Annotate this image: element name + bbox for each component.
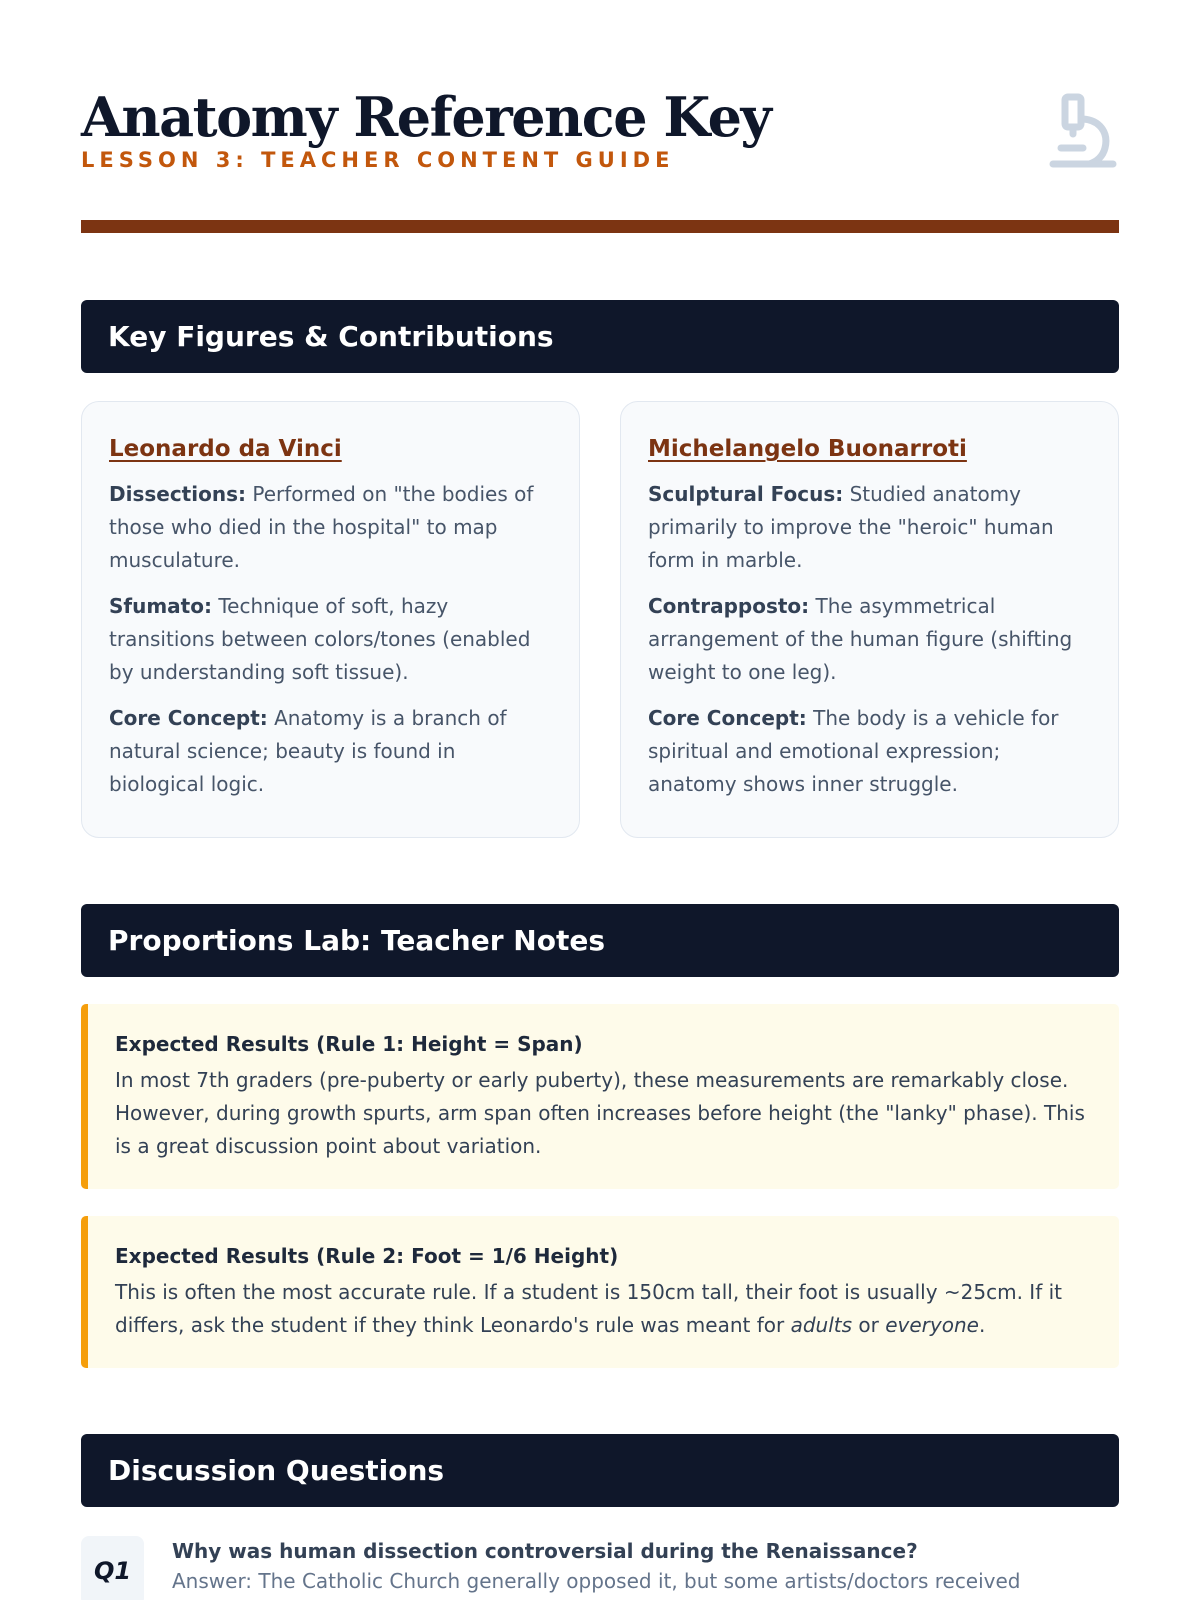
question-number-badge: Q1 [81, 1536, 144, 1600]
figure-card-michelangelo [620, 401, 1119, 838]
page-subtitle: LESSON 3: TEACHER CONTENT GUIDE [81, 148, 675, 172]
question-content [172, 1536, 1021, 1600]
note-body [115, 1276, 1089, 1342]
note-emphasis: everyone [885, 1313, 979, 1337]
question-item [81, 1536, 1119, 1600]
fact-label: Dissections: [109, 482, 246, 506]
microscope-icon [1047, 92, 1119, 170]
note-emphasis: adults [790, 1313, 853, 1337]
fact-text: Anatomy is a branch of natural science; beauty is found in biological logic. [109, 706, 507, 796]
fact-text: The asymmetrical arrangement of the human figure (shifting weight to one leg). [648, 594, 1073, 684]
fact-text: Studied anatomy primarily to improve the "heroic" human form in marble. [648, 482, 1054, 572]
fact-label: Core Concept: [109, 706, 268, 730]
figure-fact [109, 590, 552, 689]
figure-fact [648, 590, 1091, 689]
figure-cards [81, 401, 1119, 838]
question-text: Why was human dissection controversial during the Renaissance? [172, 1539, 918, 1563]
fact-label: Sculptural Focus: [648, 482, 844, 506]
section-heading: Key Figures & Contributions [81, 300, 1119, 373]
header-divider [81, 220, 1119, 233]
figure-fact [109, 478, 552, 577]
figure-name: Michelangelo Buonarroti [648, 436, 967, 462]
figure-fact [648, 478, 1091, 577]
note-text: This is often the most accurate rule. If a student is 150cm tall, their foot is usually ~25cm. If it differs, ask the student if they think Leonardo's rule was meant for [115, 1280, 1062, 1337]
page-title: Anatomy Reference Key [81, 85, 771, 149]
fact-text: The body is a vehicle for spiritual and emotional expression; anatomy shows inner struggle. [648, 706, 1059, 796]
note-title: Expected Results (Rule 1: Height = Span) [115, 1032, 583, 1056]
figure-fact [648, 702, 1091, 801]
note-text: . [978, 1313, 986, 1337]
fact-text: Technique of soft, hazy transitions between colors/tones (enabled by understanding soft tissue). [109, 594, 531, 684]
figure-card-leonardo [81, 401, 580, 838]
section-key-figures [81, 300, 1119, 838]
section-proportions-lab [81, 904, 1119, 1368]
figure-name: Leonardo da Vinci [109, 436, 342, 462]
fact-label: Core Concept: [648, 706, 807, 730]
figure-fact [109, 702, 552, 801]
fact-text: Performed on "the bodies of those who died in the hospital" to map musculature. [109, 482, 534, 572]
fact-label: Sfumato: [109, 594, 212, 618]
section-discussion [81, 1434, 1119, 1600]
section-heading: Discussion Questions [81, 1434, 1119, 1507]
section-heading: Proportions Lab: Teacher Notes [81, 904, 1119, 977]
answer-text: Answer: The Catholic Church generally opposed it, but some artists/doctors received [172, 1569, 1021, 1593]
document-header [81, 0, 1119, 220]
teacher-note [81, 1216, 1119, 1368]
note-body: In most 7th graders (pre-puberty or early puberty), these measurements are remarkably close. However, during growth spurts, arm span often increases before height (the "lanky" phase). This is a great discussion point about variation. [115, 1068, 1085, 1158]
note-title: Expected Results (Rule 2: Foot = 1/6 Height) [115, 1244, 619, 1268]
note-text: or [852, 1313, 886, 1337]
fact-label: Contrapposto: [648, 594, 810, 618]
teacher-note [81, 1004, 1119, 1189]
